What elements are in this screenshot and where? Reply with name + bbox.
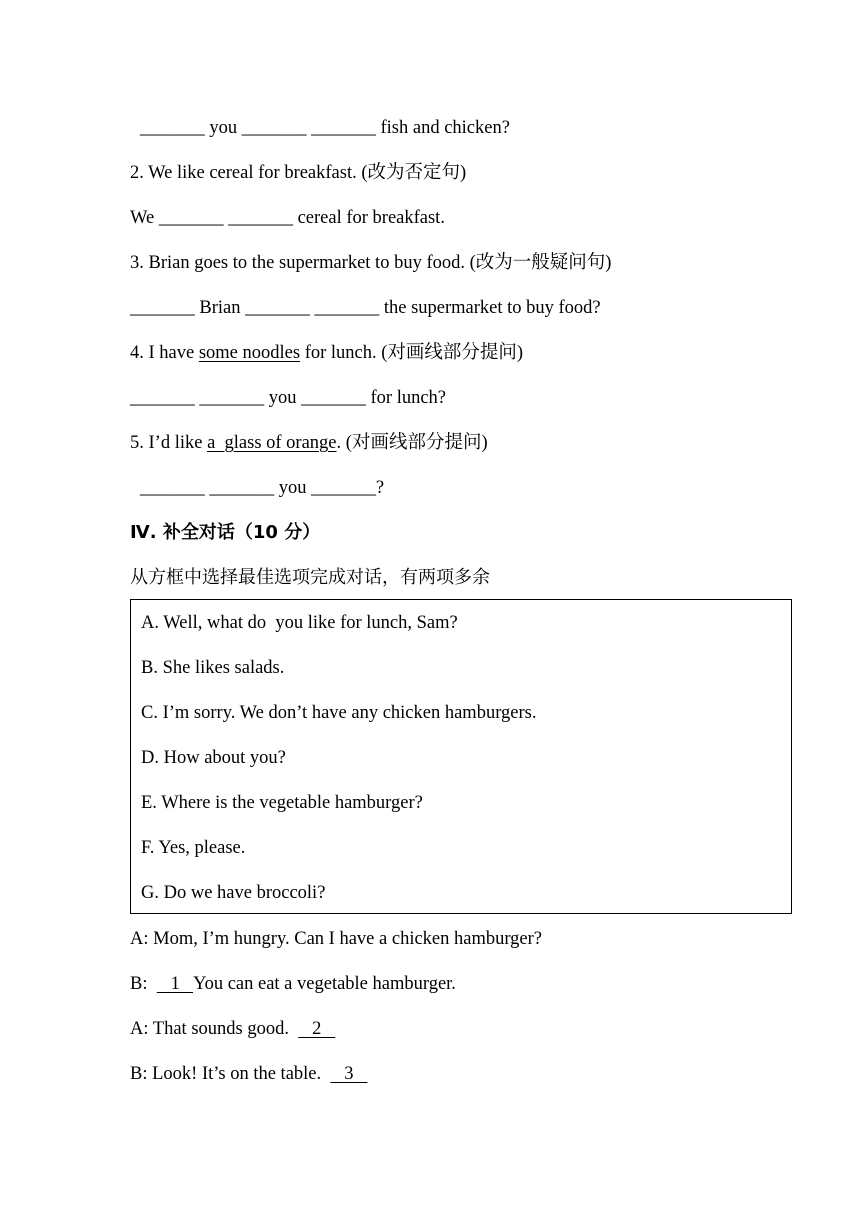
option-a: A. Well, what do you like for lunch, Sam?	[141, 613, 458, 633]
option-b: B. She likes salads.	[141, 658, 285, 678]
question-4: 4. I have some noodles for lunch. (对画线部分提问)	[130, 343, 524, 363]
option-d: D. How about you?	[141, 748, 286, 768]
question-5: 5. I’d like a glass of orange. (对画线部分提问)	[130, 433, 488, 453]
answer-line-5: _______ _______ you _______?	[140, 478, 385, 498]
answer-line-4: _______ _______ you _______ for lunch?	[130, 388, 447, 408]
underlined-phrase: some noodles	[198, 343, 301, 363]
dialogue-line-4: B: Look! It’s on the table. 3	[130, 1064, 368, 1084]
answer-line-1: _______ you _______ _______ fish and chicken?	[140, 118, 510, 138]
option-e: E. Where is the vegetable hamburger?	[141, 793, 423, 813]
answer-line-2: We _______ _______ cereal for breakfast.	[130, 208, 445, 228]
options-box	[130, 599, 792, 914]
section-instruction: 从方框中选择最佳选项完成对话，有两项多余	[130, 567, 490, 588]
answer-blank-2[interactable]: 2	[298, 1019, 336, 1039]
question-2: 2. We like cereal for breakfast. (改为否定句)	[130, 163, 467, 183]
option-c: C. I’m sorry. We don’t have any chicken hamburgers.	[141, 703, 537, 723]
answer-blank-1[interactable]: 1	[156, 974, 194, 994]
dialogue-line-2: B: 1 You can eat a vegetable hamburger.	[130, 974, 456, 994]
underlined-phrase: a glass of orange	[207, 433, 337, 453]
section-heading: Ⅳ. 补全对话（10 分）	[130, 522, 321, 543]
option-f: F. Yes, please.	[141, 838, 246, 858]
answer-line-3: _______ Brian _______ _______ the supermarket to buy food?	[130, 298, 601, 318]
dialogue-line-3: A: That sounds good. 2	[130, 1019, 336, 1039]
option-g: G. Do we have broccoli?	[141, 883, 326, 903]
dialogue-line-1: A: Mom, I’m hungry. Can I have a chicken hamburger?	[130, 929, 543, 949]
question-3: 3. Brian goes to the supermarket to buy food. (改为一般疑问句)	[130, 253, 612, 273]
answer-blank-3[interactable]: 3	[330, 1064, 368, 1084]
